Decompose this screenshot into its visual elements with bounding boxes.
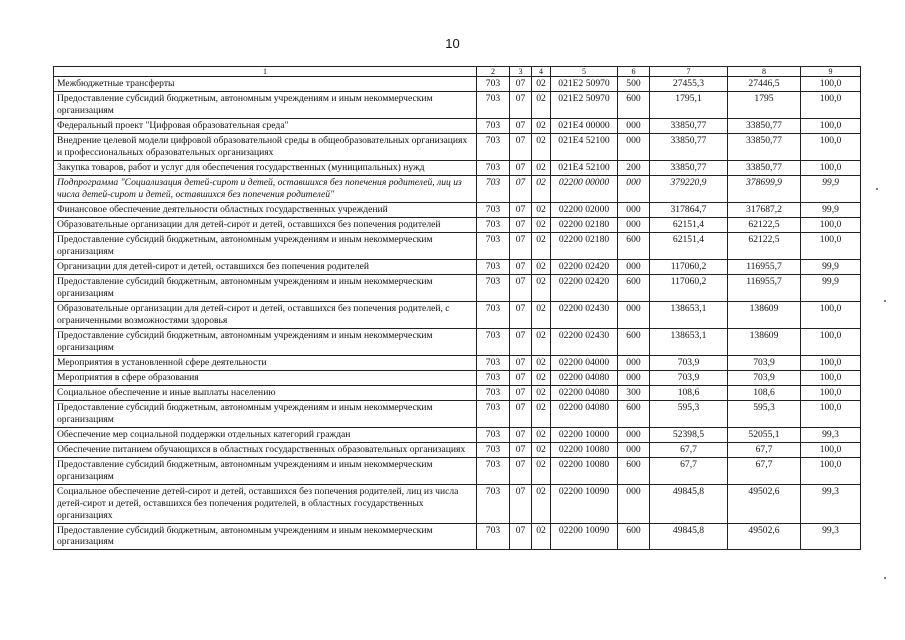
row-value-cell-3: 07 <box>510 217 532 232</box>
row-value-cell-8: 138609 <box>728 301 801 328</box>
row-value-cell-6: 000 <box>618 442 650 457</box>
row-value-cell-3: 07 <box>510 427 532 442</box>
row-value-cell-5: 02200 10000 <box>551 427 618 442</box>
row-value-cell-8: 62122,5 <box>728 217 801 232</box>
row-value-cell-3: 07 <box>510 385 532 400</box>
row-value-cell-4: 02 <box>532 442 551 457</box>
row-value-cell-3: 07 <box>510 133 532 160</box>
row-value-cell-3: 07 <box>510 160 532 175</box>
row-name-cell: Образовательные организации для детей-сирот и детей, оставшихся без попечения родителей <box>54 217 477 232</box>
row-value-cell-3: 07 <box>510 328 532 355</box>
row-value-cell-9: 100,0 <box>801 217 861 232</box>
table-row <box>54 484 861 523</box>
row-value-cell-4: 02 <box>532 217 551 232</box>
row-value-cell-5: 02200 10080 <box>551 442 618 457</box>
row-value-cell-7: 108,6 <box>650 385 728 400</box>
row-value-cell-3: 07 <box>510 232 532 259</box>
row-value-cell-3: 07 <box>510 457 532 484</box>
row-value-cell-7: 33850,77 <box>650 118 728 133</box>
row-value-cell-9: 100,0 <box>801 385 861 400</box>
row-value-cell-3: 07 <box>510 523 532 550</box>
row-value-cell-7: 117060,2 <box>650 274 728 301</box>
row-value-cell-2: 703 <box>477 160 510 175</box>
row-value-cell-9: 99,3 <box>801 523 861 550</box>
row-value-cell-8: 52055,1 <box>728 427 801 442</box>
row-value-cell-7: 138653,1 <box>650 328 728 355</box>
col-header-7: 7 <box>650 67 728 77</box>
row-value-cell-9: 100,0 <box>801 400 861 427</box>
row-value-cell-4: 02 <box>532 118 551 133</box>
table-row <box>54 217 861 232</box>
row-value-cell-8: 317687,2 <box>728 202 801 217</box>
row-value-cell-8: 67,7 <box>728 442 801 457</box>
row-value-cell-9: 100,0 <box>801 370 861 385</box>
table-row <box>54 202 861 217</box>
row-value-cell-8: 67,7 <box>728 457 801 484</box>
row-value-cell-7: 49845,8 <box>650 484 728 523</box>
row-value-cell-4: 02 <box>532 301 551 328</box>
row-value-cell-2: 703 <box>477 91 510 118</box>
table-row <box>54 370 861 385</box>
row-name-cell: Социальное обеспечение детей-сирот и детей, оставшихся без попечения родителей, лиц из числа детей-сирот и детей, оставшихся без попечения родителей, в областных государственных организациях <box>54 484 477 523</box>
row-name-cell: Предоставление субсидий бюджетным, автономным учреждениям и иным некоммерческим организациям <box>54 91 477 118</box>
row-value-cell-6: 000 <box>618 370 650 385</box>
row-value-cell-4: 02 <box>532 355 551 370</box>
row-value-cell-5: 02200 10080 <box>551 457 618 484</box>
row-value-cell-2: 703 <box>477 385 510 400</box>
row-value-cell-7: 595,3 <box>650 400 728 427</box>
row-value-cell-4: 02 <box>532 457 551 484</box>
row-value-cell-3: 07 <box>510 77 532 92</box>
row-value-cell-3: 07 <box>510 202 532 217</box>
row-name-cell: Внедрение целевой модели цифровой образовательной среды в общеобразовательных организациях и профессиональных образовательных организациях <box>54 133 477 160</box>
table-row <box>54 385 861 400</box>
row-value-cell-8: 49502,6 <box>728 484 801 523</box>
row-value-cell-4: 02 <box>532 160 551 175</box>
row-value-cell-9: 100,0 <box>801 442 861 457</box>
row-value-cell-9: 100,0 <box>801 457 861 484</box>
row-value-cell-2: 703 <box>477 133 510 160</box>
row-value-cell-7: 62151,4 <box>650 232 728 259</box>
row-value-cell-5: 021E2 50970 <box>551 77 618 92</box>
row-value-cell-6: 000 <box>618 133 650 160</box>
row-value-cell-9: 100,0 <box>801 160 861 175</box>
row-value-cell-9: 100,0 <box>801 118 861 133</box>
row-value-cell-5: 021E4 52100 <box>551 160 618 175</box>
row-value-cell-4: 02 <box>532 274 551 301</box>
row-value-cell-6: 200 <box>618 160 650 175</box>
row-name-cell: Мероприятия в сфере образования <box>54 370 477 385</box>
table-row <box>54 259 861 274</box>
row-value-cell-7: 1795,1 <box>650 91 728 118</box>
col-header-9: 9 <box>801 67 861 77</box>
row-value-cell-2: 703 <box>477 118 510 133</box>
row-value-cell-3: 07 <box>510 400 532 427</box>
row-value-cell-5: 02200 04000 <box>551 355 618 370</box>
row-value-cell-5: 021E2 50970 <box>551 91 618 118</box>
row-name-cell: Закупка товаров, работ и услуг для обеспечения государственных (муниципальных) нужд <box>54 160 477 175</box>
row-value-cell-2: 703 <box>477 484 510 523</box>
row-value-cell-9: 99,9 <box>801 274 861 301</box>
row-value-cell-5: 02200 04080 <box>551 385 618 400</box>
row-value-cell-6: 600 <box>618 91 650 118</box>
row-value-cell-7: 67,7 <box>650 442 728 457</box>
row-value-cell-6: 600 <box>618 523 650 550</box>
row-value-cell-2: 703 <box>477 457 510 484</box>
row-value-cell-7: 379220,9 <box>650 175 728 202</box>
row-value-cell-7: 138653,1 <box>650 301 728 328</box>
row-value-cell-4: 02 <box>532 259 551 274</box>
row-value-cell-2: 703 <box>477 442 510 457</box>
row-value-cell-8: 595,3 <box>728 400 801 427</box>
table-body <box>54 77 861 550</box>
row-value-cell-4: 02 <box>532 202 551 217</box>
row-value-cell-5: 02200 02180 <box>551 232 618 259</box>
row-value-cell-9: 100,0 <box>801 328 861 355</box>
table-row <box>54 91 861 118</box>
row-value-cell-9: 99,9 <box>801 259 861 274</box>
row-value-cell-5: 02200 10090 <box>551 523 618 550</box>
col-header-4: 4 <box>532 67 551 77</box>
row-value-cell-7: 317864,7 <box>650 202 728 217</box>
row-value-cell-9: 100,0 <box>801 301 861 328</box>
row-name-cell: Социальное обеспечение и иные выплаты населению <box>54 385 477 400</box>
row-name-cell: Организации для детей-сирот и детей, оставшихся без попечения родителей <box>54 259 477 274</box>
row-value-cell-3: 07 <box>510 91 532 118</box>
row-value-cell-3: 07 <box>510 484 532 523</box>
row-value-cell-7: 27455,3 <box>650 77 728 92</box>
row-value-cell-6: 600 <box>618 232 650 259</box>
row-name-cell: Межбюджетные трансферты <box>54 77 477 92</box>
row-value-cell-6: 600 <box>618 274 650 301</box>
row-value-cell-5: 02200 02180 <box>551 217 618 232</box>
row-value-cell-5: 02200 10090 <box>551 484 618 523</box>
row-name-cell: Предоставление субсидий бюджетным, автономным учреждениям и иным некоммерческим организациям <box>54 328 477 355</box>
row-value-cell-8: 49502,6 <box>728 523 801 550</box>
row-value-cell-8: 27446,5 <box>728 77 801 92</box>
row-value-cell-9: 100,0 <box>801 133 861 160</box>
row-value-cell-9: 100,0 <box>801 77 861 92</box>
row-value-cell-6: 000 <box>618 118 650 133</box>
row-name-cell: Предоставление субсидий бюджетным, автономным учреждениям и иным некоммерческим организациям <box>54 400 477 427</box>
row-value-cell-3: 07 <box>510 355 532 370</box>
row-value-cell-2: 703 <box>477 328 510 355</box>
row-value-cell-5: 021E4 00000 <box>551 118 618 133</box>
row-value-cell-8: 108,6 <box>728 385 801 400</box>
table-row <box>54 442 861 457</box>
table-row <box>54 232 861 259</box>
row-value-cell-6: 000 <box>618 301 650 328</box>
row-value-cell-8: 1795 <box>728 91 801 118</box>
row-value-cell-3: 07 <box>510 118 532 133</box>
col-header-8: 8 <box>728 67 801 77</box>
table-header-row <box>54 67 861 77</box>
row-value-cell-9: 100,0 <box>801 355 861 370</box>
row-value-cell-4: 02 <box>532 175 551 202</box>
row-value-cell-7: 33850,77 <box>650 133 728 160</box>
row-value-cell-6: 000 <box>618 175 650 202</box>
row-value-cell-2: 703 <box>477 175 510 202</box>
table-row <box>54 133 861 160</box>
row-value-cell-4: 02 <box>532 328 551 355</box>
row-value-cell-4: 02 <box>532 77 551 92</box>
page-number: 10 <box>445 36 460 51</box>
row-value-cell-4: 02 <box>532 427 551 442</box>
row-value-cell-7: 67,7 <box>650 457 728 484</box>
table-row <box>54 523 861 550</box>
row-value-cell-5: 021E4 52100 <box>551 133 618 160</box>
row-name-cell: Подпрограмма "Социализация детей-сирот и детей, оставшихся без попечения родителей, лиц из числа детей-сирот и детей, оставшихся без попечения родителей" <box>54 175 477 202</box>
scan-speck <box>884 577 886 579</box>
row-value-cell-3: 07 <box>510 370 532 385</box>
table-row <box>54 160 861 175</box>
row-value-cell-2: 703 <box>477 202 510 217</box>
row-name-cell: Образовательные организации для детей-сирот и детей, оставшихся без попечения родителей, с ограниченными возможностями здоровья <box>54 301 477 328</box>
table-row <box>54 355 861 370</box>
row-value-cell-9: 99,3 <box>801 427 861 442</box>
row-value-cell-3: 07 <box>510 301 532 328</box>
row-value-cell-2: 703 <box>477 301 510 328</box>
scan-speck <box>876 188 878 190</box>
row-value-cell-9: 99,9 <box>801 175 861 202</box>
scan-speck <box>884 300 886 302</box>
table-row <box>54 77 861 92</box>
row-value-cell-6: 500 <box>618 77 650 92</box>
table-row <box>54 457 861 484</box>
row-name-cell: Предоставление субсидий бюджетным, автономным учреждениям и иным некоммерческим организациям <box>54 523 477 550</box>
row-value-cell-6: 000 <box>618 259 650 274</box>
row-name-cell: Федеральный проект "Цифровая образовательная среда" <box>54 118 477 133</box>
row-value-cell-4: 02 <box>532 370 551 385</box>
row-value-cell-6: 000 <box>618 484 650 523</box>
row-value-cell-9: 100,0 <box>801 91 861 118</box>
row-value-cell-4: 02 <box>532 232 551 259</box>
row-value-cell-6: 300 <box>618 385 650 400</box>
row-value-cell-8: 703,9 <box>728 370 801 385</box>
row-name-cell: Обеспечение мер социальной поддержки отдельных категорий граждан <box>54 427 477 442</box>
col-header-3: 3 <box>510 67 532 77</box>
row-value-cell-2: 703 <box>477 370 510 385</box>
row-value-cell-5: 02200 02430 <box>551 301 618 328</box>
row-value-cell-6: 000 <box>618 217 650 232</box>
row-value-cell-2: 703 <box>477 217 510 232</box>
row-name-cell: Финансовое обеспечение деятельности областных государственных учреждений <box>54 202 477 217</box>
row-value-cell-3: 07 <box>510 442 532 457</box>
row-value-cell-2: 703 <box>477 427 510 442</box>
row-value-cell-7: 49845,8 <box>650 523 728 550</box>
row-name-cell: Предоставление субсидий бюджетным, автономным учреждениям и иным некоммерческим организациям <box>54 457 477 484</box>
row-value-cell-7: 703,9 <box>650 355 728 370</box>
row-value-cell-8: 33850,77 <box>728 133 801 160</box>
table-row <box>54 118 861 133</box>
row-value-cell-5: 02200 02430 <box>551 328 618 355</box>
row-value-cell-2: 703 <box>477 259 510 274</box>
row-value-cell-2: 703 <box>477 400 510 427</box>
table-row <box>54 274 861 301</box>
row-value-cell-7: 52398,5 <box>650 427 728 442</box>
row-value-cell-5: 02200 00000 <box>551 175 618 202</box>
row-value-cell-3: 07 <box>510 259 532 274</box>
row-name-cell: Обеспечение питанием обучающихся в областных государственных образовательных организациях <box>54 442 477 457</box>
row-value-cell-2: 703 <box>477 523 510 550</box>
row-value-cell-4: 02 <box>532 400 551 427</box>
row-value-cell-6: 000 <box>618 355 650 370</box>
col-header-5: 5 <box>551 67 618 77</box>
row-value-cell-5: 02200 02000 <box>551 202 618 217</box>
row-value-cell-6: 000 <box>618 427 650 442</box>
col-header-1: 1 <box>54 67 477 77</box>
row-value-cell-7: 62151,4 <box>650 217 728 232</box>
row-value-cell-9: 99,3 <box>801 484 861 523</box>
row-value-cell-2: 703 <box>477 232 510 259</box>
row-value-cell-9: 100,0 <box>801 232 861 259</box>
row-value-cell-7: 117060,2 <box>650 259 728 274</box>
row-value-cell-4: 02 <box>532 133 551 160</box>
budget-table <box>53 66 861 550</box>
row-name-cell: Предоставление субсидий бюджетным, автономным учреждениям и иным некоммерческим организациям <box>54 232 477 259</box>
row-value-cell-5: 02200 02420 <box>551 259 618 274</box>
table-row <box>54 328 861 355</box>
row-value-cell-2: 703 <box>477 274 510 301</box>
table-row <box>54 175 861 202</box>
col-header-2: 2 <box>477 67 510 77</box>
row-value-cell-7: 33850,77 <box>650 160 728 175</box>
table-row <box>54 400 861 427</box>
row-value-cell-8: 33850,77 <box>728 118 801 133</box>
table-row <box>54 427 861 442</box>
row-value-cell-2: 703 <box>477 355 510 370</box>
table-row <box>54 301 861 328</box>
row-value-cell-3: 07 <box>510 274 532 301</box>
row-value-cell-8: 33850,77 <box>728 160 801 175</box>
row-value-cell-8: 62122,5 <box>728 232 801 259</box>
row-value-cell-8: 378699,9 <box>728 175 801 202</box>
row-value-cell-6: 600 <box>618 400 650 427</box>
row-value-cell-8: 116955,7 <box>728 274 801 301</box>
row-value-cell-5: 02200 04080 <box>551 400 618 427</box>
row-value-cell-5: 02200 04080 <box>551 370 618 385</box>
row-value-cell-9: 99,9 <box>801 202 861 217</box>
row-value-cell-6: 600 <box>618 457 650 484</box>
col-header-6: 6 <box>618 67 650 77</box>
row-value-cell-3: 07 <box>510 175 532 202</box>
row-value-cell-6: 600 <box>618 328 650 355</box>
row-value-cell-8: 116955,7 <box>728 259 801 274</box>
row-value-cell-6: 000 <box>618 202 650 217</box>
row-name-cell: Мероприятия в установленной сфере деятельности <box>54 355 477 370</box>
row-value-cell-4: 02 <box>532 484 551 523</box>
row-value-cell-4: 02 <box>532 385 551 400</box>
row-value-cell-2: 703 <box>477 77 510 92</box>
row-value-cell-4: 02 <box>532 523 551 550</box>
row-value-cell-8: 138609 <box>728 328 801 355</box>
row-value-cell-8: 703,9 <box>728 355 801 370</box>
row-name-cell: Предоставление субсидий бюджетным, автономным учреждениям и иным некоммерческим организациям <box>54 274 477 301</box>
row-value-cell-7: 703,9 <box>650 370 728 385</box>
row-value-cell-5: 02200 02420 <box>551 274 618 301</box>
row-value-cell-4: 02 <box>532 91 551 118</box>
